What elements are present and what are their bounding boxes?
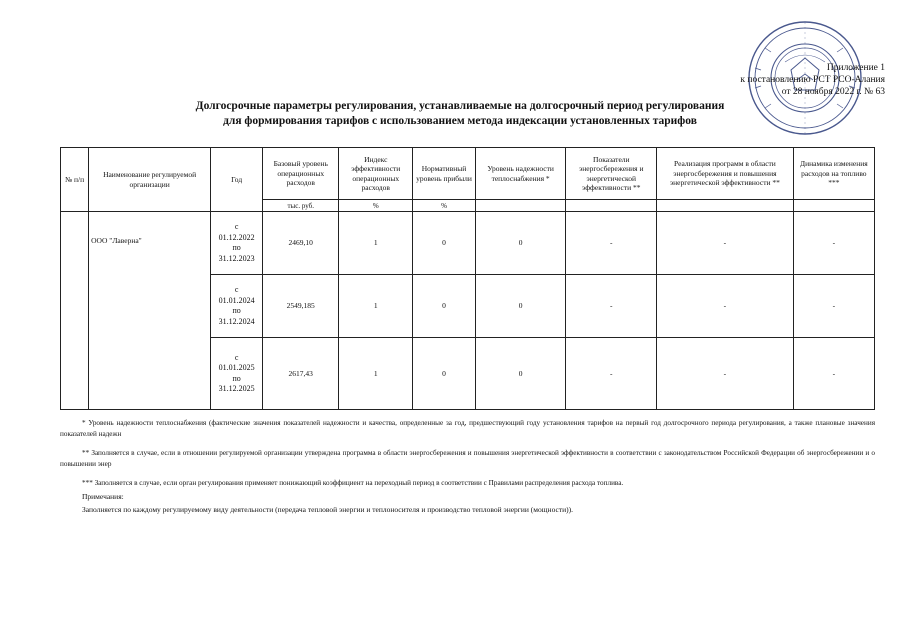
- footnote-2: ** Заполняется в случае, если в отношении регулируемой организации утверждена программа в области энергосбережения и повышения энергетической эффективности в соответствии с законодательством Российской Федерации об энергосбережении и о повышении энер: [60, 449, 875, 468]
- document-title: [150, 99, 770, 129]
- year-to-label: по: [232, 373, 241, 383]
- date-from: 01.01.2025: [218, 363, 255, 372]
- row-number-cell: [61, 212, 89, 410]
- header-profit-level: Нормативный уровень прибыли: [413, 148, 476, 200]
- year-cell: [211, 275, 263, 338]
- remarks-heading: Примечания:: [82, 492, 124, 501]
- fuel-dynamics-cell: -: [793, 338, 874, 410]
- title-line-2: для формирования тарифов с использованием метода индексации установленных тарифов: [223, 115, 697, 127]
- year-to-label: по: [232, 306, 241, 315]
- profit-level-cell: 0: [413, 275, 476, 338]
- unit-index: %: [339, 200, 413, 212]
- year-from-label: с: [234, 352, 239, 362]
- footnote-1: * Уровень надежности теплоснабжения (фактические значения показателей надежности и качества, определенные за год, предшествующий году установления тарифов на первый год долгосрочного периода регулирования, а также плановые значения показателей надежн: [60, 419, 875, 438]
- footnote-3: *** Заполняется в случае, если орган регулирования применяет понижающий коэффициент на переходный период в соответствии с Правилами распределения расхода топлива.: [82, 479, 624, 487]
- appendix-line-1: Приложение 1: [826, 63, 885, 73]
- profit-level-cell: 0: [413, 338, 476, 410]
- profit-level-cell: 0: [413, 212, 476, 275]
- remarks-text: Заполняется по каждому регулируемому виду деятельности (передача тепловой энергии и теплоносителя и производство тепловой энергии (мощности)).: [82, 505, 573, 514]
- header-fuel-dynamics: Динамика изменения расходов на топливо ***: [793, 148, 874, 200]
- reliability-cell: 0: [475, 212, 566, 275]
- header-reliability: Уровень надежности теплоснабжения *: [475, 148, 566, 200]
- date-to: 31.12.2023: [218, 253, 255, 263]
- appendix-line-3: от 28 ноября 2022 г. № 63: [781, 87, 885, 97]
- header-year: Год: [211, 148, 263, 212]
- footnotes: [60, 418, 875, 489]
- year-from-label: с: [234, 285, 239, 294]
- fuel-dynamics-cell: -: [793, 275, 874, 338]
- efficiency-index-cell: 1: [339, 338, 413, 410]
- year-cell: [211, 338, 263, 410]
- header-programs: Реализация программ в области энергосбережения и повышения энергетической эффективности **: [657, 148, 794, 200]
- regulation-parameters-table: [60, 147, 875, 410]
- base-costs-cell: 2617,43: [263, 338, 339, 410]
- base-costs-cell: 2469,10: [263, 212, 339, 275]
- year-cell: [211, 212, 263, 275]
- programs-cell: -: [657, 338, 794, 410]
- header-energy-saving: Показатели энергосбережения и энергетической эффективности **: [566, 148, 657, 200]
- header-base-costs: Базовый уровень операционных расходов: [263, 148, 339, 200]
- unit-profit: %: [413, 200, 476, 212]
- energy-saving-cell: -: [566, 338, 657, 410]
- unit-empty: [566, 200, 657, 212]
- fuel-dynamics-cell: -: [793, 212, 874, 275]
- date-to: 31.12.2025: [218, 384, 255, 393]
- appendix-reference: [740, 62, 885, 98]
- table-row: [61, 212, 875, 275]
- unit-base: тыс. руб.: [263, 200, 339, 212]
- programs-cell: -: [657, 212, 794, 275]
- title-line-1: Долгосрочные параметры регулирования, устанавливаемые на долгосрочный период регулирования: [195, 100, 725, 112]
- date-to: 31.12.2024: [218, 316, 255, 326]
- appendix-line-2: к постановлению РСТ РСО-Алания: [740, 75, 885, 85]
- base-costs-cell: 2549,185: [263, 275, 339, 338]
- energy-saving-cell: -: [566, 275, 657, 338]
- table-header-row: [61, 148, 875, 200]
- header-efficiency-index: Индекс эффективности операционных расходов: [339, 148, 413, 200]
- date-from: 01.12.2022: [218, 232, 255, 242]
- date-from: 01.01.2024: [218, 295, 255, 305]
- efficiency-index-cell: 1: [339, 275, 413, 338]
- unit-empty: [657, 200, 794, 212]
- programs-cell: -: [657, 275, 794, 338]
- year-from-label: с: [234, 222, 239, 231]
- energy-saving-cell: -: [566, 212, 657, 275]
- unit-empty: [475, 200, 566, 212]
- unit-empty: [793, 200, 874, 212]
- org-name-cell: ООО "Лаверна": [89, 212, 211, 410]
- header-num: № п/п: [61, 148, 89, 212]
- remarks: [82, 490, 872, 516]
- efficiency-index-cell: 1: [339, 212, 413, 275]
- reliability-cell: 0: [475, 275, 566, 338]
- reliability-cell: 0: [475, 338, 566, 410]
- header-org: Наименование регулируемой организации: [89, 148, 211, 212]
- year-to-label: по: [232, 243, 241, 252]
